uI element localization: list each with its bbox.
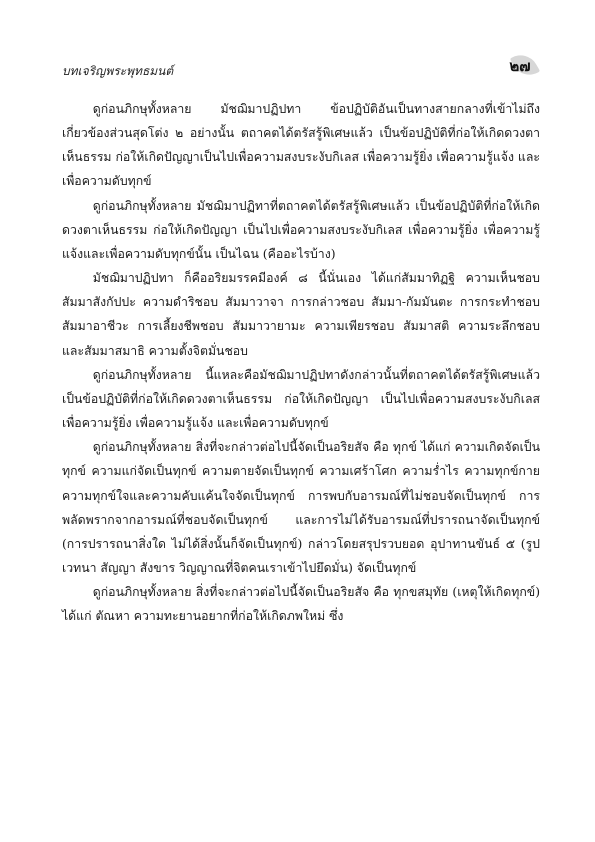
paragraph: ดูก่อนภิกษุทั้งหลาย มัชฌิมาปฏิทาที่ตถาคตได้ตรัสรู้พิเศษแล้ว เป็นข้อปฏิบัติที่ก่อให้เกิดดวงตาเห็นธรรม ก่อให้เกิดปัญญา เป็นไปเพื่อความสงบระงับกิเลส เพื่อความรู้ยิ่ง เพื่อความรู้แจ้งและเพื่อความดับทุกข์นั้น เป็นไฉน (คืออะไรบ้าง) [62, 198, 540, 261]
page-number-badge [503, 52, 537, 80]
paragraph: มัชฌิมาปฏิปทา ก็คืออริยมรรคมีองค์ ๘ นี้นั่นเอง ได้แก่สัมมาทิฏฐิ ความเห็นชอบ สัมมาสังกัปปะ ความดำริชอบ สัมมาวาจา การกล่าวชอบ สัมมา-กัมมันตะ การกระทำชอบ สัมมาอาชีวะ การเลี้ยงชีพชอบ สัมมาวายามะ ความเพียรชอบ สัมมาสติ ความระลึกชอบ และสัมมาสมาธิ ความตั้งจิตมั่นชอบ [62, 271, 540, 358]
paragraph: ดูก่อนภิกษุทั้งหลาย มัชฌิมาปฏิปทา ข้อปฏิบัติอันเป็นทางสายกลางที่เข้าไม่ถึง เกี่ยวข้องส่วนสุดโต่ง ๒ อย่างนั้น ตถาคตได้ตรัสรู้พิเศษแล้ว เป็นข้อปฏิบัติที่ก่อให้เกิดดวงตาเห็นธรรม ก่อให้เกิดปัญญาเป็นไปเพื่อความสงบระงับกิเลส เพื่อความรู้ยิ่ง เพื่อความรู้แจ้ง และเพื่อความดับทุกข์ [62, 102, 540, 189]
paragraph: ดูก่อนภิกษุทั้งหลาย สิ่งที่จะกล่าวต่อไปนี้จัดเป็นอริยสัจ คือ ทุกขสมุทัย (เหตุให้เกิดทุกข์) ได้แก่ ตัณหา ความทะยานอยากที่ก่อให้เกิดภพใหม่ ซึ่ง [62, 585, 540, 624]
paragraph: ดูก่อนภิกษุทั้งหลาย นี้แหละคือมัชฌิมาปฏิปทาดังกล่าวนั้นที่ตถาคตได้ตรัสรู้พิเศษแล้ว เป็นข้อปฏิบัติที่ก่อให้เกิดดวงตาเห็นธรรม ก่อให้เกิดปัญญา เป็นไปเพื่อความสงบระงับกิเลส เพื่อความรู้ยิ่ง เพื่อความรู้แจ้ง และเพื่อความดับทุกข์ [62, 367, 540, 431]
paragraph: ดูก่อนภิกษุทั้งหลาย สิ่งที่จะกล่าวต่อไปนี้จัดเป็นอริยสัจ คือ ทุกข์ ได้แก่ ความเกิดจัดเป็นทุกข์ ความแก่จัดเป็นทุกข์ ความตายจัดเป็นทุกข์ ความเศร้าโศก ความร่ำไร ความทุกข์กาย ความทุกข์ใจและความคับแค้นใจจัดเป็นทุกข์ การพบกับอารมณ์ที่ไม่ชอบจัดเป็นทุกข์ การพลัดพรากจากอารมณ์ที่ชอบจัดเป็นทุกข์ และการไม่ได้รับอารมณ์ที่ปรารถนาจัดเป็นทุกข์ (การปรารถนาสิ่งใด ไม่ได้สิ่งนั้นก็จัดเป็นทุกข์) กล่าวโดยสรุปรวบยอด อุปาทานขันธ์ ๕ (รูป เวทนา สัญญา สังขาร วิญญาณที่จิตคนเราเข้าไปยึดมั่น) จัดเป็นทุกข์ [62, 440, 540, 575]
running-header-title: บทเจริญพระพุทธมนต์ [62, 64, 174, 78]
page-number: ๒๗ [509, 57, 531, 75]
body-text [62, 97, 540, 628]
page-header [62, 52, 537, 82]
